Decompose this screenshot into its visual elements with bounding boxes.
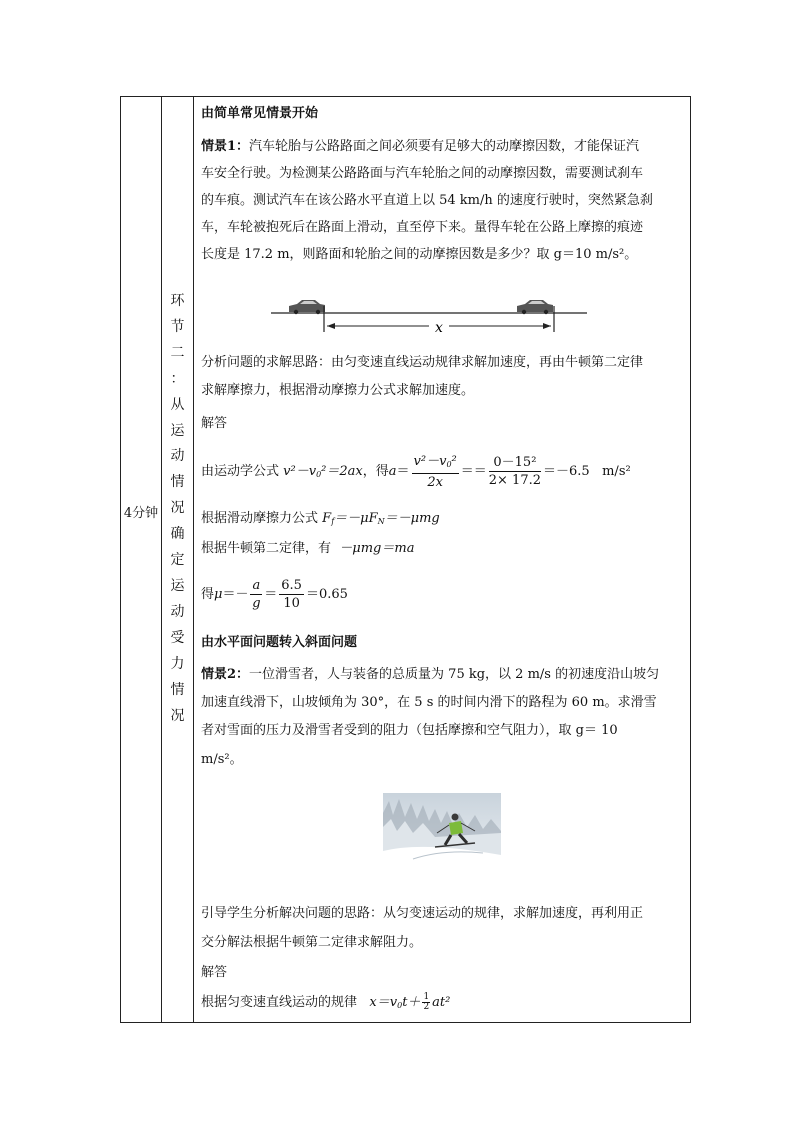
car-icon <box>517 300 553 314</box>
stage-char: 确 <box>170 526 185 543</box>
guide-line: 引导学生分析解决问题的思路：从匀变速运动的规律，求解加速度，再利用正 <box>201 906 644 921</box>
scenario1-line: 情景1：汽车轮胎与公路路面之间必须要有足够大的动摩擦因数，才能保证汽 <box>201 139 640 154</box>
scenario1-line: 的车痕。测试汽车在该公路水平直道上以 54 km/h 的速度行驶时，突然紧急刹 <box>201 193 653 208</box>
stage-char: 运 <box>170 422 185 439</box>
newton-equation: 根据牛顿第二定律，有 －μmg＝ma <box>201 541 415 556</box>
stage-char: 情 <box>170 681 185 698</box>
mu-result-equation: 得μ＝－ $\frac{a}{g}$ ＝ $\frac{6.5}{10}$ ＝0.65 <box>201 578 348 611</box>
scenario2-line: 者对雪面的压力及滑雪者受到的阻力（包括摩擦和空气阻力），取 g＝ 10 <box>201 723 618 738</box>
guide-line: 交分解法根据牛顿第二定律求解阻力。 <box>201 935 423 950</box>
stage-char: 节 <box>170 318 185 335</box>
stage-char: 况 <box>170 500 185 517</box>
answer-label: 解答 <box>201 965 228 980</box>
skier-photo <box>383 793 501 877</box>
stage-char: 动 <box>170 603 185 620</box>
kinematics-equation: 由运动学公式 $v^2-v_0^2=2ax$，得a＝ $\frac{v^2-v_0^2}{2x}$ ＝＝ $\frac{\text{0－15²}}{2\times 17.2}$ ＝－6.5 m/s² <box>201 453 631 490</box>
stage-char: 定 <box>170 552 185 569</box>
time-cell: 4分钟 <box>123 506 159 521</box>
scenario1-line: 长度是 17.2 m，则路面和轮胎之间的动摩擦因数是多少？取 g＝10 m/s²。 <box>201 247 638 262</box>
section2-heading: 由水平面问题转入斜面问题 <box>201 635 358 650</box>
analysis-line: 求解摩擦力，根据滑动摩擦力公式求解加速度。 <box>201 383 475 398</box>
scenario2-line: m/s²。 <box>201 752 243 767</box>
scenario1-line: 车安全行驶。为检测某公路路面与汽车轮胎之间的动摩擦因数，需要测试刹车 <box>201 166 644 181</box>
lesson-table <box>120 96 691 1023</box>
friction-equation: 根据滑动摩擦力公式 $F_f=-\mu F_N=-\mu mg$ <box>201 511 440 526</box>
stage-char: ： <box>170 370 185 387</box>
stage-char: 环 <box>170 293 185 309</box>
scenario1-line: 车，车轮被抱死后在路面上滑动，直至停下来。量得车轮在公路上摩擦的痕迹 <box>201 220 644 235</box>
stage-char: 受 <box>170 629 185 646</box>
stage-cell <box>162 289 193 729</box>
section1-heading: 由简单常见情景开始 <box>201 106 319 121</box>
stage-char: 二 <box>170 344 185 361</box>
stage-char: 运 <box>170 577 185 594</box>
motion-equation: 根据匀变速直线运动的规律 $x=v_0t+$ $\frac{1}{2}$ at² <box>201 992 451 1012</box>
stage-char: 从 <box>170 396 185 413</box>
stage-char: 情 <box>170 474 185 491</box>
distance-label: x <box>435 320 443 336</box>
scenario2-line: 情景2：一位滑雪者，人与装备的总质量为 75 kg，以 2 m/s 的初速度沿山坡匀 <box>201 667 660 682</box>
answer-label: 解答 <box>201 416 228 431</box>
car-icon <box>289 300 325 314</box>
braking-distance-diagram <box>271 289 587 339</box>
analysis-line: 分析问题的求解思路：由匀变速直线运动规律求解加速度，再由牛顿第二定律 <box>201 355 644 370</box>
scenario2-line: 加速直线滑下，山坡倾角为 30°，在 5 s 的时间内滑下的路程为 60 m。求滑雪 <box>201 695 657 710</box>
stage-char: 动 <box>170 448 185 465</box>
column-divider <box>193 97 194 1022</box>
stage-char: 力 <box>170 655 185 672</box>
stage-char: 况 <box>170 707 185 724</box>
